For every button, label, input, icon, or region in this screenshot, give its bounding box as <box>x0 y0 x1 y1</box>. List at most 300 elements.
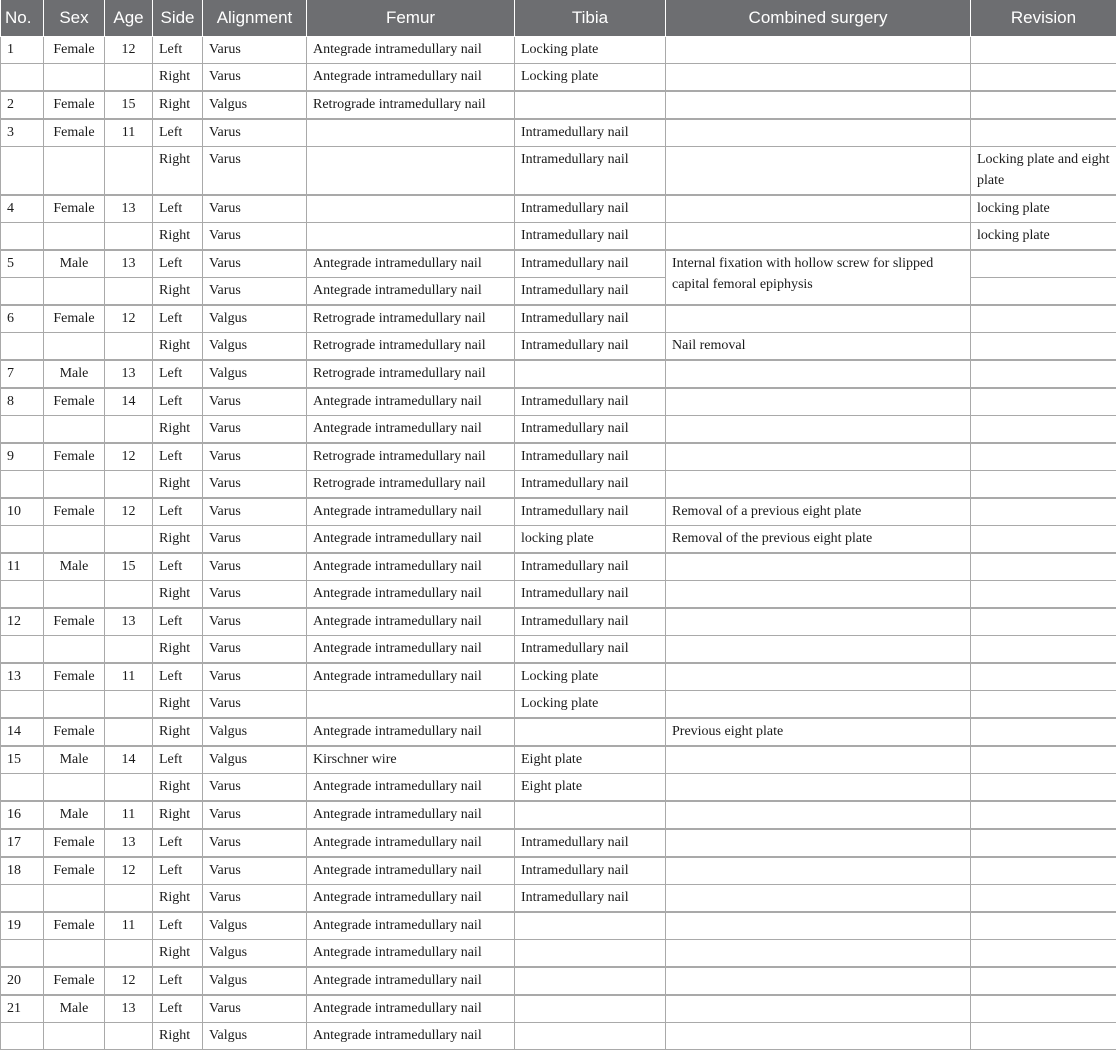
tibia-cell: Intramedullary nail <box>515 581 666 609</box>
patient-number-cell: 2 <box>1 91 44 119</box>
femur-cell: Antegrade intramedullary nail <box>307 663 515 691</box>
table-row <box>1 967 1116 995</box>
age-cell: 12 <box>105 498 153 526</box>
alignment-cell: Varus <box>203 857 307 885</box>
patient-number-cell <box>1 416 44 444</box>
table-row <box>1 250 1116 278</box>
sex-cell <box>44 691 105 719</box>
patient-number-cell <box>1 147 44 196</box>
femur-cell: Antegrade intramedullary nail <box>307 250 515 278</box>
patient-number-cell <box>1 940 44 968</box>
table-row <box>1 1023 1116 1050</box>
combined-surgery-cell: Internal fixation with hollow screw for slipped capital femoral epiphysis <box>666 250 971 305</box>
side-cell: Left <box>153 388 203 416</box>
sex-cell <box>44 147 105 196</box>
combined-surgery-cell <box>666 91 971 119</box>
side-cell: Left <box>153 912 203 940</box>
revision-cell <box>971 636 1116 664</box>
patient-number-cell: 3 <box>1 119 44 147</box>
alignment-cell: Varus <box>203 471 307 499</box>
sex-cell: Female <box>44 967 105 995</box>
age-cell <box>105 636 153 664</box>
side-cell: Left <box>153 37 203 64</box>
femur-cell: Antegrade intramedullary nail <box>307 774 515 802</box>
combined-surgery-cell <box>666 360 971 388</box>
age-cell: 15 <box>105 91 153 119</box>
patient-number-cell: 20 <box>1 967 44 995</box>
side-cell: Left <box>153 553 203 581</box>
tibia-cell: Intramedullary nail <box>515 443 666 471</box>
age-cell <box>105 718 153 746</box>
tibia-cell: Intramedullary nail <box>515 416 666 444</box>
femur-cell: Retrograde intramedullary nail <box>307 91 515 119</box>
alignment-cell: Varus <box>203 119 307 147</box>
combined-surgery-cell <box>666 64 971 92</box>
revision-cell <box>971 471 1116 499</box>
sex-cell: Female <box>44 663 105 691</box>
header-side: Side <box>153 0 203 37</box>
femur-cell: Antegrade intramedullary nail <box>307 857 515 885</box>
revision-cell <box>971 360 1116 388</box>
femur-cell: Antegrade intramedullary nail <box>307 718 515 746</box>
revision-cell <box>971 746 1116 774</box>
table-row <box>1 581 1116 609</box>
patient-number-cell: 19 <box>1 912 44 940</box>
alignment-cell: Varus <box>203 64 307 92</box>
alignment-cell: Varus <box>203 147 307 196</box>
alignment-cell: Varus <box>203 250 307 278</box>
age-cell: 11 <box>105 119 153 147</box>
tibia-cell: Intramedullary nail <box>515 498 666 526</box>
side-cell: Right <box>153 1023 203 1050</box>
side-cell: Left <box>153 995 203 1023</box>
table-row <box>1 223 1116 251</box>
femur-cell: Antegrade intramedullary nail <box>307 636 515 664</box>
table-row <box>1 912 1116 940</box>
tibia-cell: Locking plate <box>515 64 666 92</box>
sex-cell <box>44 64 105 92</box>
combined-surgery-cell <box>666 636 971 664</box>
age-cell: 12 <box>105 967 153 995</box>
table-row <box>1 119 1116 147</box>
combined-surgery-cell <box>666 829 971 857</box>
tibia-cell: Locking plate <box>515 663 666 691</box>
revision-cell <box>971 995 1116 1023</box>
patient-number-cell: 5 <box>1 250 44 278</box>
femur-cell <box>307 119 515 147</box>
patient-number-cell <box>1 278 44 306</box>
patient-number-cell: 11 <box>1 553 44 581</box>
age-cell <box>105 223 153 251</box>
combined-surgery-cell <box>666 553 971 581</box>
sex-cell: Female <box>44 37 105 64</box>
alignment-cell: Varus <box>203 526 307 554</box>
alignment-cell: Varus <box>203 636 307 664</box>
tibia-cell: Eight plate <box>515 746 666 774</box>
tibia-cell: Intramedullary nail <box>515 885 666 913</box>
tibia-cell <box>515 940 666 968</box>
side-cell: Left <box>153 829 203 857</box>
femur-cell: Antegrade intramedullary nail <box>307 64 515 92</box>
tibia-cell: Intramedullary nail <box>515 553 666 581</box>
femur-cell: Antegrade intramedullary nail <box>307 553 515 581</box>
revision-cell <box>971 912 1116 940</box>
patient-number-cell <box>1 885 44 913</box>
age-cell <box>105 416 153 444</box>
combined-surgery-cell <box>666 147 971 196</box>
revision-cell <box>971 801 1116 829</box>
combined-surgery-cell <box>666 885 971 913</box>
tibia-cell: Intramedullary nail <box>515 223 666 251</box>
sex-cell: Male <box>44 746 105 774</box>
revision-cell <box>971 37 1116 64</box>
sex-cell: Male <box>44 801 105 829</box>
alignment-cell: Varus <box>203 278 307 306</box>
table-row <box>1 774 1116 802</box>
femur-cell: Antegrade intramedullary nail <box>307 940 515 968</box>
sex-cell: Male <box>44 360 105 388</box>
table-row <box>1 471 1116 499</box>
table-row <box>1 663 1116 691</box>
alignment-cell: Valgus <box>203 305 307 333</box>
femur-cell: Antegrade intramedullary nail <box>307 498 515 526</box>
combined-surgery-cell <box>666 774 971 802</box>
combined-surgery-cell <box>666 388 971 416</box>
tibia-cell: Intramedullary nail <box>515 636 666 664</box>
alignment-cell: Varus <box>203 885 307 913</box>
age-cell: 12 <box>105 443 153 471</box>
side-cell: Left <box>153 967 203 995</box>
alignment-cell: Varus <box>203 498 307 526</box>
femur-cell <box>307 195 515 223</box>
age-cell: 13 <box>105 250 153 278</box>
side-cell: Left <box>153 195 203 223</box>
side-cell: Right <box>153 471 203 499</box>
tibia-cell <box>515 360 666 388</box>
sex-cell: Male <box>44 553 105 581</box>
tibia-cell: Intramedullary nail <box>515 388 666 416</box>
sex-cell <box>44 1023 105 1050</box>
tibia-cell: Intramedullary nail <box>515 333 666 361</box>
age-cell <box>105 278 153 306</box>
table-row <box>1 416 1116 444</box>
table-row <box>1 885 1116 913</box>
femur-cell: Antegrade intramedullary nail <box>307 581 515 609</box>
revision-cell <box>971 967 1116 995</box>
tibia-cell: Intramedullary nail <box>515 829 666 857</box>
tibia-cell <box>515 1023 666 1050</box>
femur-cell: Retrograde intramedullary nail <box>307 333 515 361</box>
revision-cell <box>971 718 1116 746</box>
revision-cell: locking plate <box>971 195 1116 223</box>
femur-cell <box>307 691 515 719</box>
table-row <box>1 718 1116 746</box>
side-cell: Left <box>153 608 203 636</box>
combined-surgery-cell <box>666 416 971 444</box>
femur-cell: Antegrade intramedullary nail <box>307 526 515 554</box>
sex-cell <box>44 885 105 913</box>
combined-surgery-cell <box>666 119 971 147</box>
alignment-cell: Varus <box>203 663 307 691</box>
revision-cell <box>971 443 1116 471</box>
table-row <box>1 91 1116 119</box>
tibia-cell: locking plate <box>515 526 666 554</box>
side-cell: Right <box>153 278 203 306</box>
tibia-cell: Locking plate <box>515 691 666 719</box>
femur-cell: Antegrade intramedullary nail <box>307 1023 515 1050</box>
revision-cell <box>971 388 1116 416</box>
patient-number-cell <box>1 581 44 609</box>
alignment-cell: Valgus <box>203 940 307 968</box>
combined-surgery-cell: Nail removal <box>666 333 971 361</box>
header-sex: Sex <box>44 0 105 37</box>
table-row <box>1 691 1116 719</box>
age-cell <box>105 691 153 719</box>
header-age: Age <box>105 0 153 37</box>
sex-cell <box>44 774 105 802</box>
age-cell: 14 <box>105 388 153 416</box>
sex-cell <box>44 581 105 609</box>
sex-cell <box>44 333 105 361</box>
femur-cell: Antegrade intramedullary nail <box>307 278 515 306</box>
tibia-cell <box>515 718 666 746</box>
header-alignment: Alignment <box>203 0 307 37</box>
table-row <box>1 443 1116 471</box>
table-row <box>1 333 1116 361</box>
tibia-cell <box>515 801 666 829</box>
revision-cell <box>971 250 1116 278</box>
patient-number-cell: 8 <box>1 388 44 416</box>
side-cell: Left <box>153 498 203 526</box>
revision-cell <box>971 526 1116 554</box>
header-no: No. <box>1 0 44 37</box>
revision-cell <box>971 663 1116 691</box>
femur-cell: Antegrade intramedullary nail <box>307 829 515 857</box>
femur-cell: Kirschner wire <box>307 746 515 774</box>
patient-number-cell: 12 <box>1 608 44 636</box>
combined-surgery-cell <box>666 195 971 223</box>
alignment-cell: Varus <box>203 195 307 223</box>
alignment-cell: Valgus <box>203 718 307 746</box>
revision-cell <box>971 416 1116 444</box>
combined-surgery-cell <box>666 801 971 829</box>
patient-number-cell: 17 <box>1 829 44 857</box>
age-cell <box>105 774 153 802</box>
sex-cell <box>44 471 105 499</box>
side-cell: Right <box>153 581 203 609</box>
combined-surgery-cell: Removal of a previous eight plate <box>666 498 971 526</box>
header-femur: Femur <box>307 0 515 37</box>
tibia-cell: Intramedullary nail <box>515 195 666 223</box>
revision-cell <box>971 608 1116 636</box>
table-row <box>1 37 1116 64</box>
femur-cell: Antegrade intramedullary nail <box>307 416 515 444</box>
patient-number-cell <box>1 333 44 361</box>
table-row <box>1 64 1116 92</box>
femur-cell: Retrograde intramedullary nail <box>307 360 515 388</box>
revision-cell <box>971 940 1116 968</box>
patient-number-cell: 9 <box>1 443 44 471</box>
age-cell: 12 <box>105 857 153 885</box>
age-cell: 11 <box>105 912 153 940</box>
sex-cell: Female <box>44 718 105 746</box>
alignment-cell: Varus <box>203 774 307 802</box>
revision-cell <box>971 885 1116 913</box>
revision-cell <box>971 553 1116 581</box>
side-cell: Right <box>153 147 203 196</box>
sex-cell: Female <box>44 195 105 223</box>
age-cell: 15 <box>105 553 153 581</box>
combined-surgery-cell <box>666 940 971 968</box>
age-cell <box>105 885 153 913</box>
revision-cell <box>971 305 1116 333</box>
tibia-cell: Intramedullary nail <box>515 608 666 636</box>
femur-cell: Antegrade intramedullary nail <box>307 37 515 64</box>
age-cell: 12 <box>105 37 153 64</box>
patient-number-cell: 16 <box>1 801 44 829</box>
age-cell <box>105 471 153 499</box>
tibia-cell <box>515 912 666 940</box>
patient-number-cell: 21 <box>1 995 44 1023</box>
age-cell: 13 <box>105 608 153 636</box>
age-cell <box>105 1023 153 1050</box>
table-row <box>1 995 1116 1023</box>
femur-cell: Antegrade intramedullary nail <box>307 967 515 995</box>
patient-number-cell: 6 <box>1 305 44 333</box>
tibia-cell: Intramedullary nail <box>515 147 666 196</box>
age-cell: 12 <box>105 305 153 333</box>
combined-surgery-cell <box>666 305 971 333</box>
sex-cell <box>44 940 105 968</box>
table-row <box>1 636 1116 664</box>
side-cell: Right <box>153 885 203 913</box>
side-cell: Right <box>153 526 203 554</box>
femur-cell: Retrograde intramedullary nail <box>307 305 515 333</box>
alignment-cell: Varus <box>203 801 307 829</box>
combined-surgery-cell <box>666 1023 971 1050</box>
alignment-cell: Valgus <box>203 333 307 361</box>
patient-number-cell <box>1 636 44 664</box>
revision-cell: locking plate <box>971 223 1116 251</box>
tibia-cell: Eight plate <box>515 774 666 802</box>
tibia-cell <box>515 967 666 995</box>
patient-number-cell <box>1 691 44 719</box>
patient-number-cell: 10 <box>1 498 44 526</box>
header-row <box>1 0 1116 37</box>
sex-cell: Female <box>44 443 105 471</box>
sex-cell: Female <box>44 305 105 333</box>
sex-cell <box>44 636 105 664</box>
patient-number-cell: 18 <box>1 857 44 885</box>
table-row <box>1 147 1116 196</box>
age-cell: 11 <box>105 663 153 691</box>
tibia-cell: Intramedullary nail <box>515 305 666 333</box>
revision-cell <box>971 119 1116 147</box>
header-revision: Revision <box>971 0 1116 37</box>
side-cell: Right <box>153 223 203 251</box>
sex-cell: Female <box>44 912 105 940</box>
femur-cell <box>307 147 515 196</box>
femur-cell <box>307 223 515 251</box>
side-cell: Left <box>153 119 203 147</box>
combined-surgery-cell <box>666 857 971 885</box>
side-cell: Right <box>153 940 203 968</box>
sex-cell: Female <box>44 829 105 857</box>
combined-surgery-cell <box>666 967 971 995</box>
alignment-cell: Valgus <box>203 746 307 774</box>
alignment-cell: Varus <box>203 443 307 471</box>
age-cell: 13 <box>105 195 153 223</box>
side-cell: Right <box>153 801 203 829</box>
table-row <box>1 746 1116 774</box>
alignment-cell: Valgus <box>203 912 307 940</box>
side-cell: Left <box>153 305 203 333</box>
combined-surgery-cell <box>666 581 971 609</box>
patient-number-cell: 4 <box>1 195 44 223</box>
side-cell: Right <box>153 64 203 92</box>
alignment-cell: Varus <box>203 581 307 609</box>
tibia-cell: Intramedullary nail <box>515 857 666 885</box>
combined-surgery-cell <box>666 223 971 251</box>
header-tibia: Tibia <box>515 0 666 37</box>
side-cell: Left <box>153 443 203 471</box>
revision-cell <box>971 857 1116 885</box>
sex-cell: Male <box>44 250 105 278</box>
revision-cell <box>971 278 1116 306</box>
tibia-cell: Intramedullary nail <box>515 471 666 499</box>
femur-cell: Antegrade intramedullary nail <box>307 388 515 416</box>
sex-cell: Female <box>44 608 105 636</box>
side-cell: Right <box>153 333 203 361</box>
alignment-cell: Varus <box>203 691 307 719</box>
alignment-cell: Valgus <box>203 1023 307 1050</box>
femur-cell: Antegrade intramedullary nail <box>307 608 515 636</box>
side-cell: Right <box>153 691 203 719</box>
revision-cell <box>971 91 1116 119</box>
sex-cell <box>44 526 105 554</box>
table-row <box>1 801 1116 829</box>
sex-cell <box>44 278 105 306</box>
side-cell: Right <box>153 718 203 746</box>
patient-number-cell <box>1 223 44 251</box>
revision-cell <box>971 333 1116 361</box>
combined-surgery-cell: Removal of the previous eight plate <box>666 526 971 554</box>
alignment-cell: Varus <box>203 388 307 416</box>
femur-cell: Retrograde intramedullary nail <box>307 471 515 499</box>
alignment-cell: Varus <box>203 37 307 64</box>
sex-cell: Female <box>44 91 105 119</box>
patient-number-cell: 1 <box>1 37 44 64</box>
age-cell <box>105 526 153 554</box>
age-cell: 13 <box>105 360 153 388</box>
tibia-cell: Intramedullary nail <box>515 250 666 278</box>
combined-surgery-cell <box>666 691 971 719</box>
age-cell: 13 <box>105 995 153 1023</box>
combined-surgery-cell <box>666 471 971 499</box>
combined-surgery-cell <box>666 37 971 64</box>
patient-number-cell <box>1 1023 44 1050</box>
tibia-cell: Intramedullary nail <box>515 278 666 306</box>
patient-number-cell: 14 <box>1 718 44 746</box>
side-cell: Right <box>153 774 203 802</box>
age-cell <box>105 147 153 196</box>
table-row <box>1 360 1116 388</box>
side-cell: Left <box>153 663 203 691</box>
table-row <box>1 498 1116 526</box>
revision-cell: Locking plate and eight plate <box>971 147 1116 196</box>
revision-cell <box>971 829 1116 857</box>
revision-cell <box>971 498 1116 526</box>
